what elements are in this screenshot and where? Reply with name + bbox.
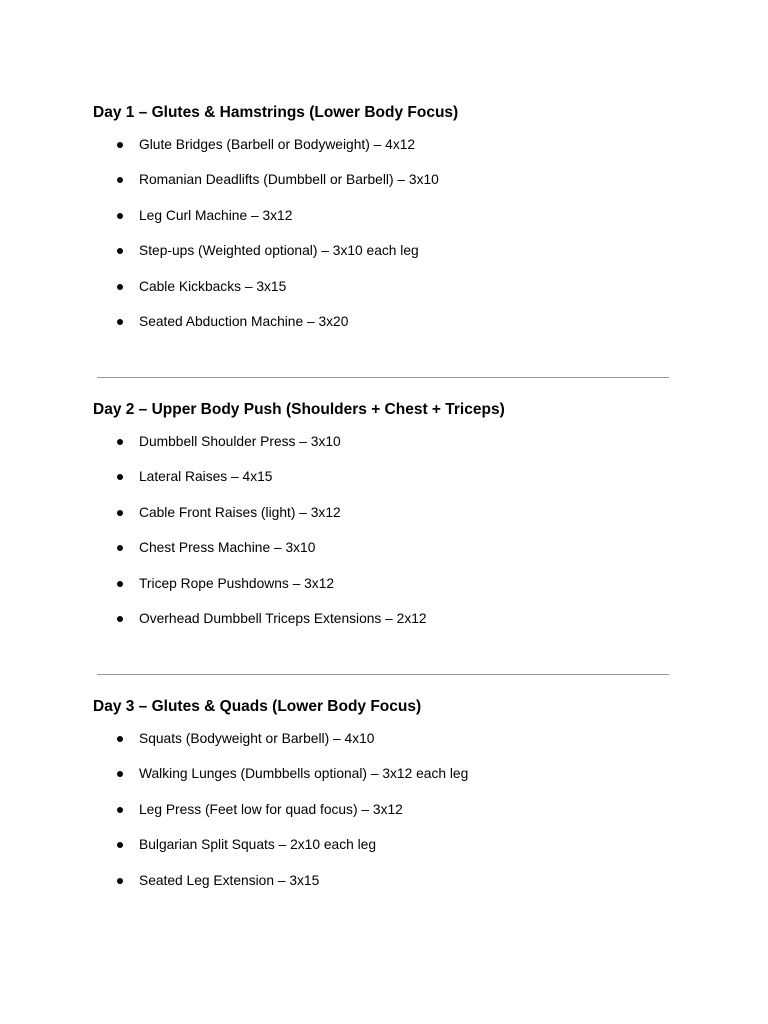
- exercise-item: [93, 504, 693, 522]
- exercise-text: Chest Press Machine – 3x10: [139, 540, 316, 556]
- exercise-text: Step-ups (Weighted optional) – 3x10 each leg: [139, 243, 419, 259]
- bullet-icon: [117, 878, 123, 884]
- day-1-section: [93, 103, 693, 331]
- bullet-icon: [117, 319, 123, 325]
- bullet-icon: [117, 177, 123, 183]
- exercise-item: [93, 468, 693, 486]
- exercise-text: Tricep Rope Pushdowns – 3x12: [139, 575, 335, 591]
- bullet-icon: [117, 545, 123, 551]
- bullet-icon: [117, 581, 123, 587]
- day-3-section: [93, 697, 693, 890]
- day-2-title: Day 2 – Upper Body Push (Shoulders + Chest + Triceps): [93, 401, 505, 418]
- bullet-icon: [117, 439, 123, 445]
- bullet-icon: [117, 474, 123, 480]
- exercise-item: [93, 801, 693, 819]
- exercise-item: [93, 313, 693, 331]
- bullet-icon: [117, 248, 123, 254]
- exercise-text: Leg Press (Feet low for quad focus) – 3x12: [139, 801, 403, 817]
- exercise-text: Overhead Dumbbell Triceps Extensions – 2x12: [139, 610, 427, 626]
- exercise-item: [93, 207, 693, 225]
- exercise-text: Cable Kickbacks – 3x15: [139, 278, 287, 294]
- exercise-text: Squats (Bodyweight or Barbell) – 4x10: [139, 731, 375, 746]
- exercise-item: [93, 278, 693, 296]
- exercise-text: Seated Leg Extension – 3x15: [139, 872, 320, 888]
- bullet-icon: [117, 842, 123, 848]
- exercise-item: [93, 872, 693, 890]
- exercise-text: Cable Front Raises (light) – 3x12: [139, 504, 341, 520]
- exercise-item: [93, 765, 693, 783]
- day-3-title: Day 3 – Glutes & Quads (Lower Body Focus): [93, 698, 422, 715]
- day-1-title: Day 1 – Glutes & Hamstrings (Lower Body Focus): [93, 104, 459, 121]
- day-3-exercise-list: [93, 730, 693, 890]
- section-divider: [97, 377, 669, 378]
- bullet-icon: [117, 771, 123, 777]
- day-1-exercise-list: [93, 136, 693, 331]
- exercise-item: [93, 730, 693, 748]
- exercise-item: [93, 136, 693, 154]
- day-2-section: [93, 400, 693, 628]
- exercise-item: [93, 242, 693, 260]
- exercise-text: Walking Lunges (Dumbbells optional) – 3x12 each leg: [139, 766, 469, 782]
- exercise-item: [93, 539, 693, 557]
- bullet-icon: [117, 284, 123, 290]
- exercise-item: [93, 171, 693, 189]
- exercise-item: [93, 836, 693, 854]
- exercise-item: [93, 433, 693, 451]
- exercise-item: [93, 610, 693, 628]
- bullet-icon: [117, 510, 123, 516]
- exercise-text: Dumbbell Shoulder Press – 3x10: [139, 434, 341, 449]
- exercise-text: Glute Bridges (Barbell or Bodyweight) – 4x12: [139, 137, 416, 152]
- day-2-exercise-list: [93, 433, 693, 628]
- exercise-item: [93, 575, 693, 593]
- bullet-icon: [117, 213, 123, 219]
- bullet-icon: [117, 616, 123, 622]
- exercise-text: Leg Curl Machine – 3x12: [139, 207, 293, 223]
- bullet-icon: [117, 736, 123, 742]
- exercise-text: Romanian Deadlifts (Dumbbell or Barbell) – 3x10: [139, 172, 439, 188]
- bullet-icon: [117, 807, 123, 813]
- exercise-text: Bulgarian Split Squats – 2x10 each leg: [139, 837, 377, 853]
- exercise-text: Seated Abduction Machine – 3x20: [139, 313, 349, 329]
- section-divider: [97, 674, 669, 675]
- bullet-icon: [117, 142, 123, 148]
- exercise-text: Lateral Raises – 4x15: [139, 469, 273, 485]
